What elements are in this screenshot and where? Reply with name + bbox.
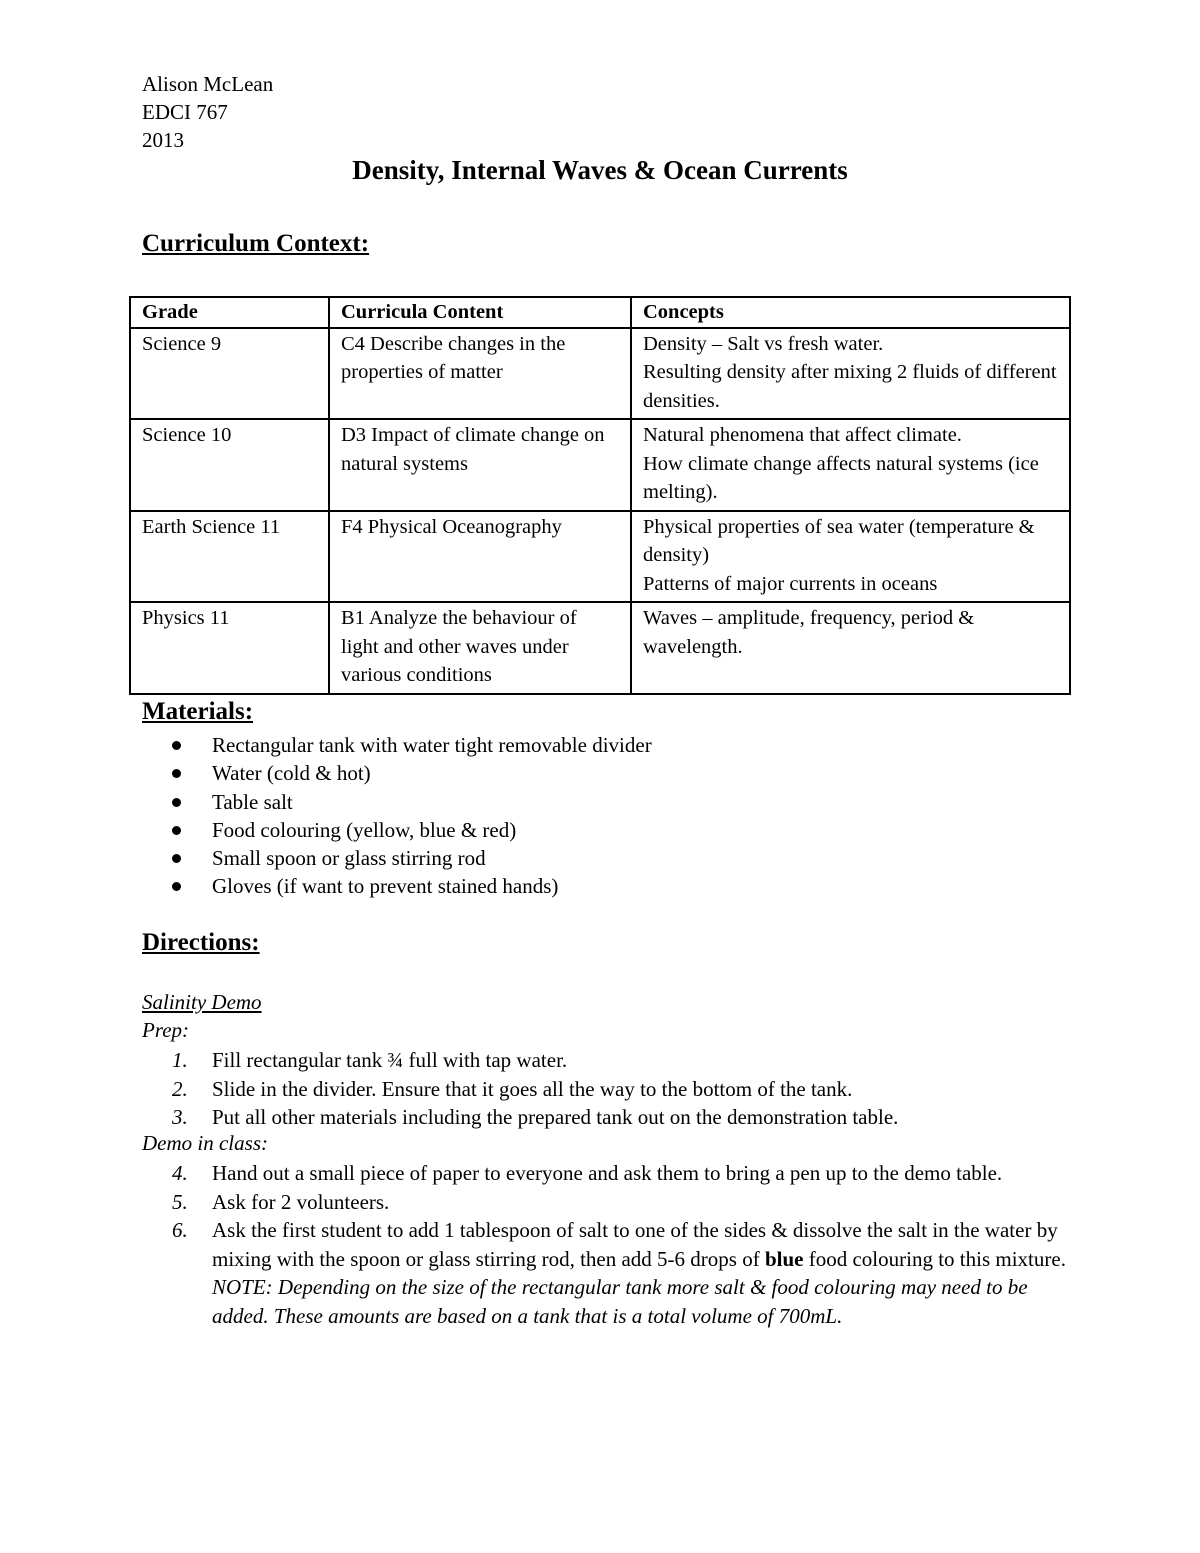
step-note: NOTE: Depending on the size of the rectangular tank more salt & food colouring may need to be added. These amounts are based on a tank that is a total volume of 700mL. [212,1275,1028,1328]
cell-content: F4 Physical Oceanography [329,511,631,603]
step-text-continued: food colouring to this mixture. [803,1246,1066,1271]
step-text: Hand out a small piece of paper to everyone and ask them to bring a pen up to the demo table. [212,1161,1003,1185]
column-header-content: Curricula Content [329,297,631,328]
table-header-row [130,297,1070,328]
list-item [142,1075,1072,1104]
cell-grade: Science 10 [130,419,329,511]
list-item [142,1188,1072,1217]
list-item [142,816,652,844]
author-name: Alison McLean [142,72,274,96]
list-item [142,844,652,872]
material-text: Table salt [212,789,293,814]
list-item [142,1216,1072,1330]
curriculum-table [129,296,1071,695]
bullet-icon [172,826,181,835]
column-header-grade: Grade [130,297,329,328]
cell-grade: Earth Science 11 [130,511,329,603]
curriculum-heading: Curriculum Context: [142,230,370,257]
bullet-icon [172,882,181,891]
concept-line: Resulting density after mixing 2 fluids of different densities. [643,361,1057,412]
materials-heading: Materials: [142,698,254,725]
materials-list [142,731,652,901]
cell-grade: Physics 11 [130,602,329,694]
cell-grade: Science 9 [130,328,329,420]
list-item [142,759,652,787]
step-text: Ask the first student to add 1 tablespoon of salt to one of the sides & dissolve the salt in the water by mixing with the spoon or glass stirring rod, then add 5-6 drops of [212,1218,1058,1271]
cell-content: B1 Analyze the behaviour of light and other waves under various conditions [329,602,631,694]
concept-line: Patterns of major currents in oceans [643,572,938,595]
step-text: Slide in the divider. Ensure that it goes all the way to the bottom of the tank. [212,1076,853,1101]
material-text: Gloves (if want to prevent stained hands) [212,874,559,899]
step-number: 5. [172,1189,188,1214]
material-text: Small spoon or glass stirring rod [212,846,486,871]
column-header-concepts: Concepts [631,297,1070,328]
step-text: Ask for 2 volunteers. [212,1189,390,1214]
document-header [142,70,273,154]
cell-concepts [631,511,1070,603]
bullet-icon [172,769,181,778]
demo-in-class-label: Demo in class: [142,1131,268,1155]
concept-line: Density – Salt vs fresh water. [643,332,884,355]
concept-line: How climate change affects natural systems (ice melting). [643,452,1039,503]
cell-content: C4 Describe changes in the properties of matter [329,328,631,420]
course-code: EDCI 767 [142,100,228,124]
step-number: 6. [172,1218,188,1242]
step-text: Put all other materials including the prepared tank out on the demonstration table. [212,1105,899,1129]
bold-word: blue [764,1246,804,1271]
prep-label: Prep: [142,1018,190,1042]
table-row [130,511,1070,603]
cell-concepts [631,602,1070,694]
list-item [142,731,652,759]
step-number: 1. [172,1048,188,1072]
bullet-icon [172,798,181,807]
material-text: Water (cold & hot) [212,761,371,786]
table-row [130,419,1070,511]
step-number: 4. [172,1161,188,1185]
bullet-icon [172,854,181,863]
class-steps-list [142,1159,1072,1330]
step-number: 3. [172,1105,188,1129]
list-item [142,788,652,816]
list-item [142,1103,1072,1132]
bullet-icon [172,741,181,750]
directions-heading: Directions: [142,929,260,956]
prep-steps-list [142,1046,1072,1132]
list-item [142,872,652,900]
step-number: 2. [172,1076,188,1101]
cell-content: D3 Impact of climate change on natural systems [329,419,631,511]
table-row [130,602,1070,694]
table-row [130,328,1070,420]
list-item [142,1159,1072,1188]
material-text: Food colouring (yellow, blue & red) [212,817,517,842]
concept-line: Physical properties of sea water (temperature & density) [643,515,1035,566]
year: 2013 [142,128,184,152]
document-title: Density, Internal Waves & Ocean Currents [352,155,848,185]
demo-title: Salinity Demo [142,990,262,1014]
list-item [142,1046,1072,1075]
step-text: Fill rectangular tank ¾ full with tap water. [212,1048,568,1072]
cell-concepts [631,328,1070,420]
concept-line: Waves – amplitude, frequency, period & wavelength. [643,607,975,658]
cell-concepts [631,419,1070,511]
material-text: Rectangular tank with water tight removable divider [212,733,652,757]
concept-line: Natural phenomena that affect climate. [643,424,962,446]
